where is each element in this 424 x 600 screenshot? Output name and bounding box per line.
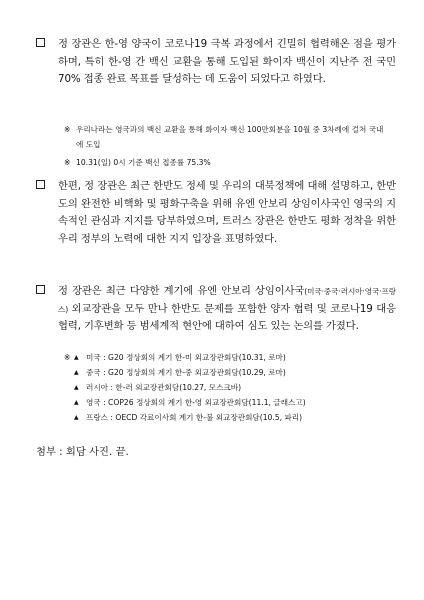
checkbox-square-icon xyxy=(36,180,45,189)
section-1 xyxy=(36,36,396,89)
section-3-text-small: (미국·중국·러시아·영국·프랑스) xyxy=(58,287,396,314)
attachment-line: 첨부 : 회담 사진. 끝. xyxy=(36,446,129,458)
note-item xyxy=(64,395,394,410)
note-text: 중국 : G20 정상회의 계기 한-중 외교장관회담(10.29, 로마) xyxy=(86,368,286,377)
triangle-bullet-icon: ▲ xyxy=(74,399,79,406)
checkbox-square-icon xyxy=(36,285,45,294)
note-item xyxy=(64,155,384,170)
note-text: 러시아 : 한-러 외교장관회담(10.27, 모스크바) xyxy=(86,383,242,392)
triangle-bullet-icon: ▲ xyxy=(74,384,79,391)
note-mark: ※ xyxy=(64,353,71,362)
section-3-notes xyxy=(64,350,394,425)
section-3-text xyxy=(58,283,396,336)
triangle-bullet-icon: ▲ xyxy=(74,414,79,421)
note-item xyxy=(64,365,394,380)
note-mark: ※ xyxy=(64,158,71,167)
section-1-text: 정 장관은 한-영 양국이 코로나19 극복 과정에서 긴밀히 협력해온 점을 평가하며, 특히 한-영 간 백신 교환을 통해 도입된 화이자 백신이 지난주 전 국민 70% 접종 완료 목표를 달성하는 데 도움이 되었다고 하였다. xyxy=(58,38,396,85)
triangle-bullet-icon: ▲ xyxy=(74,354,79,361)
section-2 xyxy=(36,178,396,248)
note-text: 영국 : COP26 정상회의 계기 한-영 외교장관회담(11.1, 글래스고) xyxy=(86,398,306,407)
note-item xyxy=(64,350,394,365)
note-item xyxy=(64,380,394,395)
note-text: 우리나라는 영국과의 백신 교환을 통해 화이자 백신 100만회분을 10월 중 3차례에 걸쳐 국내에 도입 xyxy=(76,125,384,149)
note-item xyxy=(64,122,384,152)
triangle-bullet-icon: ▲ xyxy=(74,369,79,376)
section-1-notes xyxy=(64,122,384,170)
note-mark: ※ xyxy=(64,125,71,134)
section-3-text-rest: 외교장관을 모두 만나 한반도 문제를 포함한 양자 협력 및 코로나19 대응협력, 기후변화 등 범세계적 현안에 대하여 심도 있는 논의를 가졌다. xyxy=(58,302,396,332)
section-2-text: 한편, 정 장관은 최근 한반도 정세 및 우리의 대북정책에 대해 설명하고, 한반도의 완전한 비핵화 및 평화구축을 위해 유엔 안보리 상임이사국인 영국의 지속적인 관심과 지지를 당부하였으며, 트러스 장관은 한반도 평화 정착을 위한 우리 정부의 노력에 대한 지지 입장을 표명하였다. xyxy=(58,180,396,245)
checkbox-square-icon xyxy=(36,38,45,47)
note-text: 10.31(일) 0시 기준 백신 접종률 75.3% xyxy=(76,158,211,167)
section-3 xyxy=(36,283,396,336)
section-3-text-main: 정 장관은 최근 다양한 계기에 유엔 안보리 상임이사국 xyxy=(58,285,305,297)
note-item xyxy=(64,410,394,425)
note-text: 미국 : G20 정상회의 계기 한-미 외교장관회담(10.31, 로마) xyxy=(86,353,286,362)
note-text: 프랑스 : OECD 각료이사회 계기 한-불 외교장관회담(10.5, 파리) xyxy=(86,413,303,422)
